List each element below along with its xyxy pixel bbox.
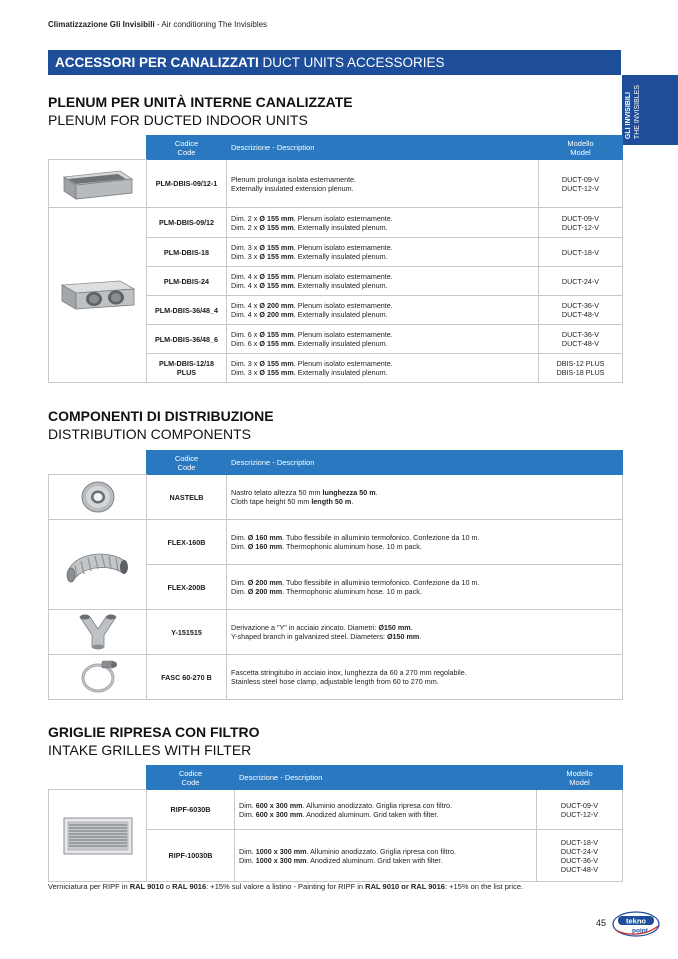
product-code: PLM-DBIS-36/48_6: [147, 325, 227, 354]
product-code: PLM-DBIS-12/18 PLUS: [147, 354, 227, 383]
product-model: DBIS-12 PLUS DBIS-18 PLUS: [539, 354, 623, 383]
product-model: DUCT-36-V DUCT-48-V: [539, 325, 623, 354]
image-cell: [49, 655, 147, 700]
page-banner: [48, 50, 621, 75]
image-cell: [49, 208, 147, 383]
plenum-table: [48, 135, 623, 383]
extension-plenum-image: [58, 167, 138, 201]
banner-title-it: ACCESSORI PER CANALIZZATI: [55, 55, 259, 70]
product-code: RIPF-10030B: [147, 830, 235, 882]
product-description: Dim. 3 x Ø 155 mm. Plenum isolato esternamente. Dim. 3 x Ø 155 mm. Externally insulated plenum.: [227, 238, 539, 267]
running-header-subtitle: Air conditioning The Invisibles: [161, 20, 268, 29]
header-image-cell: [49, 766, 147, 790]
plenum-image: [56, 275, 140, 315]
header-code: Codice Code: [147, 766, 235, 790]
table-row: [49, 520, 623, 565]
plenum-title: PLENUM PER UNITÀ INTERNE CANALIZZATE: [48, 94, 353, 110]
running-header-separator: -: [154, 20, 162, 29]
grilles-title: GRIGLIE RIPRESA CON FILTRO: [48, 724, 260, 740]
side-tab-line1: GLI INVISIBILI: [625, 91, 632, 139]
product-description: Dim. 4 x Ø 200 mm. Plenum isolato esternamente. Dim. 4 x Ø 200 mm. Externally insulated plenum.: [227, 296, 539, 325]
header-code: Codice Code: [147, 136, 227, 160]
product-code: PLM-DBIS-36/48_4: [147, 296, 227, 325]
side-tab-line2: THE INVISIBLES: [634, 84, 641, 139]
y-branch-image: [76, 613, 120, 651]
table-row: [49, 610, 623, 655]
product-code: FASC 60-270 B: [147, 655, 227, 700]
running-header-brand: Climatizzazione Gli Invisibili: [48, 20, 155, 29]
product-description: Dim. 6 x Ø 155 mm. Plenum isolato esternamente. Dim. 6 x Ø 155 mm. Externally insulated plenum.: [227, 325, 539, 354]
product-code: FLEX-160B: [147, 520, 227, 565]
product-description: Dim. Ø 200 mm. Tubo flessibile in alluminio termofonico. Confezione da 10 m. Dim. Ø 200 mm. Thermophonic aluminum hose. 10 m pack.: [227, 565, 623, 610]
header-code: Codice Code: [147, 451, 227, 475]
product-model: DUCT-09-V DUCT-12-V: [539, 208, 623, 238]
product-code: RIPF-6030B: [147, 790, 235, 830]
product-description: Fascetta stringitubo in acciaio inox, lunghezza da 60 a 270 mm regolabile. Stainless steel hose clamp, adjustable length from 60 to 270 mm.: [227, 655, 623, 700]
distribution-title: COMPONENTI DI DISTRIBUZIONE: [48, 408, 274, 424]
header-description: Descrizione - Description: [227, 451, 623, 475]
product-code: PLM-DBIS-18: [147, 238, 227, 267]
product-code: PLM-DBIS-09/12-1: [147, 160, 227, 208]
painting-footnote: Verniciatura per RIPF in RAL 9010 o RAL 9016: +15% sul valore a listino - Painting for RIPF in RAL 9010 or RAL 9016: +15% on the list price.: [48, 882, 524, 891]
logo-word-2: point: [632, 927, 648, 935]
intake-grille-image: [62, 816, 134, 856]
side-tab-text: [624, 85, 642, 139]
image-cell: [49, 520, 147, 610]
product-description: Dim. 4 x Ø 155 mm. Plenum isolato esternamente. Dim. 4 x Ø 155 mm. Externally insulated plenum.: [227, 267, 539, 296]
header-model: Modello Model: [539, 136, 623, 160]
product-description: Plenum prolunga isolata esternamente. Externally insulated extension plenum.: [227, 160, 539, 208]
product-description: Derivazione a "Y" in acciaio zincato. Diametri: Ø150 mm. Y-shaped branch in galvanized steel. Diameters: Ø150 mm.: [227, 610, 623, 655]
table-row: [49, 475, 623, 520]
distribution-subtitle: DISTRIBUTION COMPONENTS: [48, 426, 252, 442]
header-model: Modello Model: [537, 766, 623, 790]
page-number: 45: [596, 918, 607, 928]
grilles-header-row: [49, 766, 623, 790]
side-tab: [622, 75, 678, 145]
table-row: [49, 160, 623, 208]
running-header: [48, 20, 267, 29]
distribution-table: [48, 450, 623, 700]
product-code: FLEX-200B: [147, 565, 227, 610]
product-description: Dim. 3 x Ø 155 mm. Plenum isolato esternamente. Dim. 3 x Ø 155 mm. Externally insulated plenum.: [227, 354, 539, 383]
product-model: DUCT-36-V DUCT-48-V: [539, 296, 623, 325]
product-code: NASTELB: [147, 475, 227, 520]
product-code: PLM-DBIS-24: [147, 267, 227, 296]
product-description: Dim. Ø 160 mm. Tubo flessibile in alluminio termofonico. Confezione da 10 m. Dim. Ø 160 mm. Thermophonic aluminum hose. 10 m pack.: [227, 520, 623, 565]
product-model: DUCT-09-V DUCT-12-V: [537, 790, 623, 830]
product-code: PLM-DBIS-09/12: [147, 208, 227, 238]
product-description: Dim. 600 x 300 mm. Alluminio anodizzato. Griglia ripresa con filtro. Dim. 600 x 300 mm. Anodized aluminum. Grid taken with filter.: [235, 790, 537, 830]
image-cell: [49, 610, 147, 655]
grilles-subtitle: INTAKE GRILLES WITH FILTER: [48, 742, 252, 758]
header-image-cell: [49, 136, 147, 160]
table-row: [49, 790, 623, 830]
table-row: [49, 655, 623, 700]
logo-word-1: tekno: [625, 916, 647, 926]
grilles-table: [48, 765, 623, 882]
image-cell: [49, 790, 147, 882]
teknopoint-logo: [612, 910, 660, 943]
product-description: Dim. 1000 x 300 mm. Alluminio anodizzato. Griglia ripresa con filtro. Dim. 1000 x 300 mm. Anodized aluminum. Grid taken with filter.: [235, 830, 537, 882]
plenum-header-row: [49, 136, 623, 160]
distribution-header-row: [49, 451, 623, 475]
table-row: [49, 208, 623, 238]
tape-roll-image: [78, 479, 118, 515]
product-model: DUCT-09-V DUCT-12-V: [539, 160, 623, 208]
header-description: Descrizione - Description: [227, 136, 539, 160]
image-cell: [49, 160, 147, 208]
plenum-subtitle: PLENUM FOR DUCTED INDOOR UNITS: [48, 112, 308, 128]
header-description: Descrizione - Description: [235, 766, 537, 790]
banner-title-en: DUCT UNITS ACCESSORIES: [258, 55, 445, 70]
product-model: DUCT-18-V DUCT-24-V DUCT-36-V DUCT-48-V: [537, 830, 623, 882]
image-cell: [49, 475, 147, 520]
product-model: DUCT-24-V: [539, 267, 623, 296]
hose-clamp-image: [76, 658, 120, 696]
product-description: Nastro telato altezza 50 mm lunghezza 50 m. Cloth tape height 50 mm length 50 m.: [227, 475, 623, 520]
header-image-cell: [49, 451, 147, 475]
flexible-hose-image: [63, 543, 133, 587]
product-code: Y-151515: [147, 610, 227, 655]
product-model: DUCT-18-V: [539, 238, 623, 267]
product-description: Dim. 2 x Ø 155 mm. Plenum isolato esternamente. Dim. 2 x Ø 155 mm. Externally insulated plenum.: [227, 208, 539, 238]
